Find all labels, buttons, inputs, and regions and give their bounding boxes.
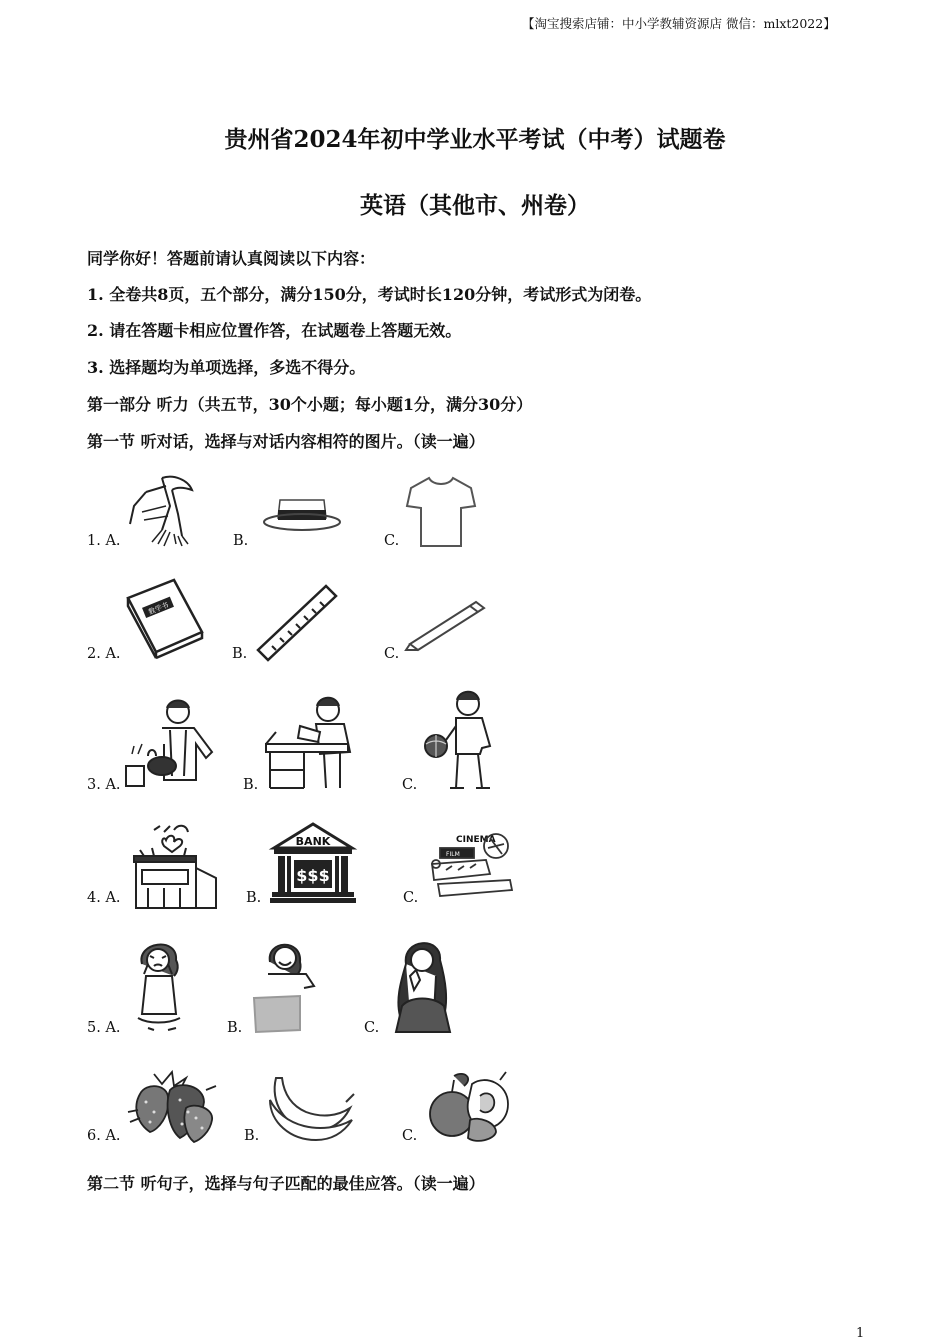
part1-heading: 第一部分 听力（共五节，30个小题；每小题1分，满分30分）: [87, 395, 533, 414]
q1-option-c-label: C.: [384, 533, 400, 549]
cinema-sign: CINEMA: [456, 835, 496, 845]
q5-option-b-label: B.: [227, 1020, 243, 1036]
smiling-girl-picture: [248, 938, 322, 1034]
exam-subtitle: 英语（其他市、州卷）: [360, 192, 590, 219]
bananas-picture: [266, 1072, 356, 1144]
crying-girl-picture: [128, 934, 190, 1034]
book-title: 数学书: [147, 601, 170, 617]
hat-picture: [262, 488, 342, 540]
q5-option-c-label: C.: [364, 1020, 380, 1036]
scarf-picture: [122, 472, 200, 548]
bank-money: $$$: [296, 866, 330, 885]
studying-boy-picture: [264, 692, 358, 790]
q4-option-b-label: B.: [246, 890, 262, 906]
instruction-item: 1. 全卷共8页，五个部分，满分150分，考试时长120分钟，考试形式为闭卷。: [87, 285, 652, 304]
apples-picture: [424, 1070, 516, 1144]
bank-picture: [270, 822, 356, 904]
surprised-girl-picture: [386, 936, 458, 1034]
q1-option-b-label: B.: [233, 533, 249, 549]
q2-option-a-label: 2. A.: [87, 646, 121, 662]
book-picture: [124, 576, 206, 658]
q3-option-b-label: B.: [243, 777, 259, 793]
bank-sign: BANK: [295, 835, 331, 848]
q1-option-a-label: 1. A.: [87, 533, 121, 549]
q4-option-c-label: C.: [403, 890, 419, 906]
shop-picture: [124, 822, 220, 910]
q5-option-a-label: 5. A.: [87, 1020, 121, 1036]
q3-option-c-label: C.: [402, 777, 418, 793]
instruction-item: 2. 请在答题卡相应位置作答，在试题卷上答题无效。: [87, 321, 462, 340]
instruction-item: 3. 选择题均为单项选择，多选不得分。: [87, 358, 366, 377]
q6-option-b-label: B.: [244, 1128, 260, 1144]
basketball-boy-picture: [420, 688, 504, 792]
q2-option-c-label: C.: [384, 646, 400, 662]
page-number: 1: [856, 1326, 865, 1341]
section2-heading: 第二节 听句子，选择与句子匹配的最佳应答。（读一遍）: [87, 1174, 485, 1193]
q3-option-a-label: 3. A.: [87, 777, 121, 793]
pencil-picture: [404, 594, 488, 650]
exam-title: 贵州省2024年初中学业水平考试（中考）试题卷: [224, 126, 726, 153]
q2-option-b-label: B.: [232, 646, 248, 662]
strawberries-picture: [124, 1068, 218, 1144]
cinema-picture: [424, 830, 514, 904]
film-label: FILM: [446, 851, 460, 858]
tshirt-picture: [405, 474, 477, 550]
cooking-boy-picture: [122, 696, 218, 792]
header-note: 【淘宝搜索店铺：中小学教辅资源店 微信：mlxt2022】: [522, 16, 836, 31]
q4-option-a-label: 4. A.: [87, 890, 121, 906]
section1-heading: 第一节 听对话，选择与对话内容相符的图片。（读一遍）: [87, 432, 485, 451]
q6-option-a-label: 6. A.: [87, 1128, 121, 1144]
instructions-greeting: 同学你好！答题前请认真阅读以下内容：: [87, 249, 376, 268]
q6-option-c-label: C.: [402, 1128, 418, 1144]
ruler-picture: [256, 584, 338, 662]
